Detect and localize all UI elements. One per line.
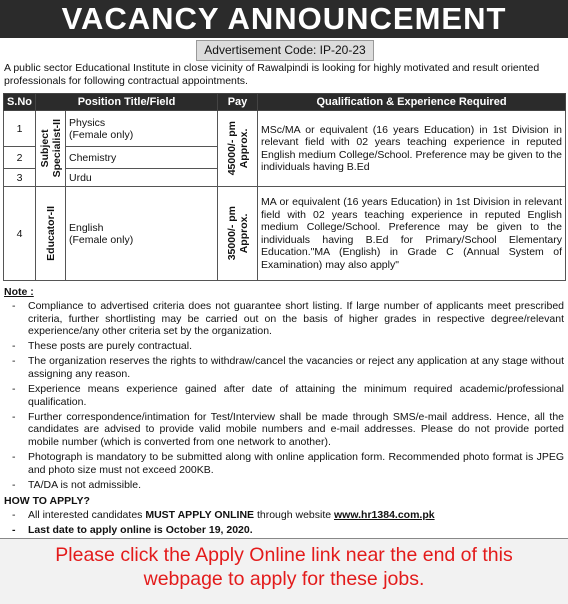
row-no: 1 — [4, 111, 36, 147]
category-label: Subject Specialist-II — [39, 119, 63, 178]
pay-cell — [218, 187, 258, 281]
bullet-icon: - — [12, 524, 16, 536]
row-no: 3 — [4, 169, 36, 187]
note-text: Compliance to advertised criteria does not guarantee short listing. If large number of applicants meet prescribed criteria, further shortlisting may be carried out on the basis of higher grades in respective degree/relevant experience/any other criteria set by the organization. — [28, 300, 564, 338]
header-qualification: Qualification & Experience Required — [258, 94, 566, 111]
footer-line-2: webpage to apply for these jobs. — [143, 568, 425, 590]
field-name: Chemistry — [69, 151, 117, 164]
how-to-apply-section — [4, 495, 564, 537]
qualification-cell: MSc/MA or equivalent (16 years Education) in 1st Division in relevant field with 02 years teaching experience in reputed English medium College/School. Preference may be given to the individuals having B.Ed — [258, 111, 566, 187]
list-item — [4, 451, 564, 476]
apply-online-emphasis: MUST APPLY ONLINE — [145, 509, 255, 521]
intro-text: A public sector Educational Institute in close vicinity of Rawalpindi is looking for highly motivated and result oriented professionals for following contractual appointments. — [4, 62, 540, 87]
row-no: 2 — [4, 147, 36, 169]
list-item — [4, 340, 564, 353]
notes-list — [4, 300, 564, 491]
field-cell — [66, 169, 218, 187]
apply-online-footer — [0, 543, 568, 591]
bullet-icon: - — [12, 410, 16, 423]
bullet-icon: - — [12, 340, 16, 353]
row-no: 4 — [4, 187, 36, 281]
field-cell — [66, 187, 218, 281]
footer-line-1: Please click the Apply Online link near the end of this — [55, 544, 513, 566]
field-name: English — [69, 221, 104, 234]
bullet-icon: - — [12, 355, 16, 368]
field-name: Physics — [69, 116, 106, 129]
vacancy-table — [3, 93, 566, 281]
table-row — [4, 187, 566, 281]
field-cell — [66, 111, 218, 147]
note-text: These posts are purely contractual. — [28, 340, 193, 353]
table-header-row — [4, 94, 566, 111]
website-link[interactable]: www.hr1384.com.pk — [334, 509, 435, 521]
advertisement-code: Advertisement Code: IP-20-23 — [196, 40, 374, 61]
qualification-cell: MA or equivalent (16 years Education) in 1st Division in relevant field with 02 years teaching experience in reputed English medium College/School. Preference may be given to the individuals having B.Ed for Primary/School Elementary Education."MA (English) in Grade C (Annual System of Examination) may also apply" — [258, 187, 566, 281]
table-row — [4, 111, 566, 147]
bullet-icon: - — [12, 509, 16, 521]
apply-text-mid: through website — [254, 509, 335, 521]
list-item — [4, 524, 564, 537]
bullet-icon: - — [12, 478, 16, 491]
field-cell — [66, 147, 218, 169]
note-text: Experience means experience gained after date of attaining the minimum required academic/professional qualification. — [28, 383, 564, 408]
how-to-apply-heading: HOW TO APPLY? — [4, 495, 90, 507]
header-pay: Pay — [218, 94, 258, 111]
apply-text-pre: All interested candidates — [28, 509, 146, 521]
bullet-icon: - — [12, 300, 16, 312]
list-item — [4, 300, 564, 338]
pay-label: 35000/- pm Approx. — [225, 206, 250, 261]
bullet-icon: - — [12, 451, 16, 464]
last-date-text: Last date to apply online is October 19, 2020. — [28, 524, 253, 536]
vacancy-banner: VACANCY ANNOUNCEMENT — [0, 0, 568, 38]
header-sno: S.No — [4, 94, 36, 111]
field-name: Urdu — [69, 171, 92, 184]
list-item — [4, 479, 564, 492]
pay-cell — [218, 111, 258, 187]
header-position: Position Title/Field — [36, 94, 218, 111]
list-item — [4, 411, 564, 449]
bullet-icon: - — [12, 383, 16, 396]
notes-heading: Note : — [4, 286, 34, 298]
pay-label: 45000/- pm Approx. — [225, 121, 250, 176]
list-item — [4, 383, 564, 408]
category-cell — [36, 187, 66, 281]
note-text: Photograph is mandatory to be submitted along with online application form. Recommended photo format is JPEG and photo size must not exceed 200KB. — [28, 451, 564, 476]
note-text: Further correspondence/intimation for Test/Interview shall be made through SMS/e-mail address. Hence, all the candidates are advised to provide valid mobile numbers and e-mail addresses. Please do not provide ported mobile number (which is converted from one network to another). — [28, 410, 564, 448]
notes-section — [4, 286, 564, 494]
note-text: The organization reserves the rights to withdraw/cancel the vacancies or reject any application at any stage without assigning any reason. — [28, 355, 564, 380]
list-item — [4, 355, 564, 380]
list-item — [4, 509, 564, 522]
field-note: (Female only) — [69, 128, 134, 141]
note-text: TA/DA is not admissible. — [28, 478, 142, 491]
field-note: (Female only) — [69, 233, 134, 246]
category-label: Educator-II — [44, 206, 57, 261]
how-to-apply-list — [4, 509, 564, 537]
category-cell — [36, 111, 66, 187]
